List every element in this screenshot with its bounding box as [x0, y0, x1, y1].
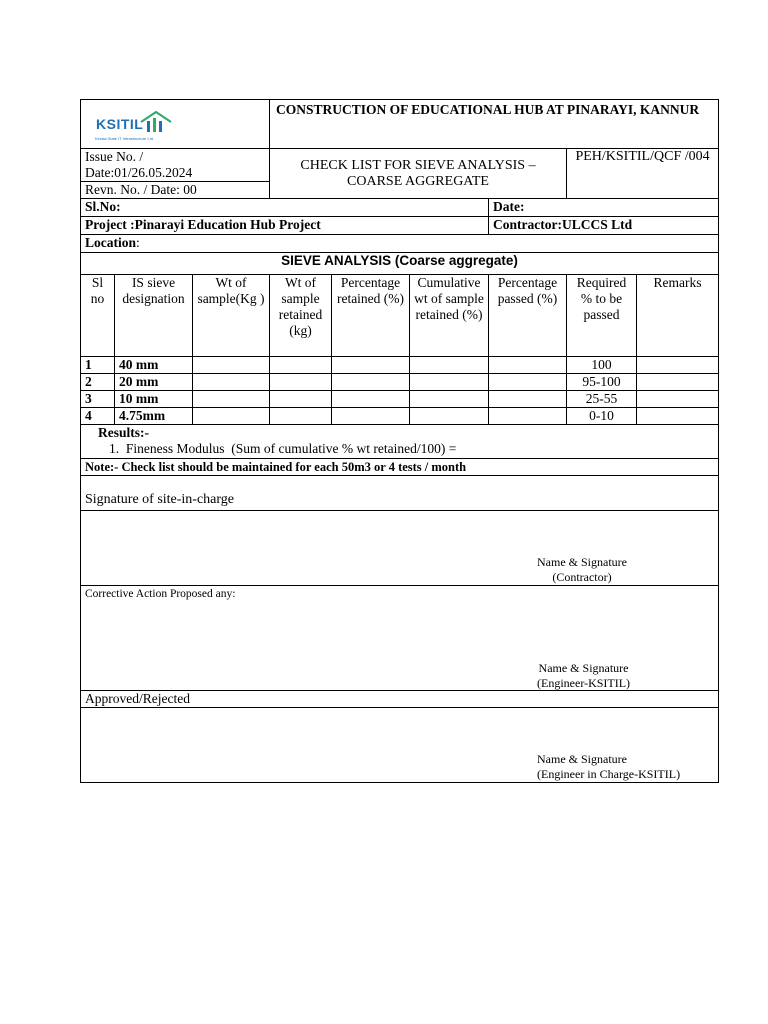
project-title: CONSTRUCTION OF EDUCATIONAL HUB AT PINARAYI, KANNUR — [270, 100, 719, 149]
corrective-action-label: Corrective Action Proposed any: — [85, 588, 236, 600]
eic-signature — [537, 752, 680, 782]
corrective-action-box[interactable] — [81, 586, 719, 691]
cell-pct-retained[interactable] — [332, 408, 410, 425]
issue-no — [81, 149, 270, 182]
cell-wt-sample[interactable] — [193, 391, 270, 408]
contractor-signature — [537, 555, 627, 585]
row-required: 100 — [567, 357, 637, 374]
cell-cumulative[interactable] — [410, 357, 489, 374]
cell-wt-retained[interactable] — [270, 408, 332, 425]
col-sieve: IS sieve designation — [115, 275, 193, 357]
cell-pct-passed[interactable] — [489, 374, 567, 391]
cell-wt-sample[interactable] — [193, 408, 270, 425]
col-remarks: Remarks — [637, 275, 719, 357]
date-field: Date: — [489, 199, 719, 217]
col-cumulative: Cumulative wt of sample retained (%) — [410, 275, 489, 357]
row-required: 25-55 — [567, 391, 637, 408]
table-row — [81, 357, 719, 374]
col-pct-retained: Percentage retained (%) — [332, 275, 410, 357]
sl-no: Sl.No: — [81, 199, 489, 217]
project-name: Project :Pinarayi Education Hub Project — [81, 217, 489, 235]
cell-wt-sample[interactable] — [193, 374, 270, 391]
results-label: Results:- — [98, 425, 149, 440]
cell-wt-retained[interactable] — [270, 357, 332, 374]
results — [81, 425, 719, 459]
contractor-name-signature: Name & Signature — [537, 555, 627, 569]
cell-pct-retained[interactable] — [332, 391, 410, 408]
row-required: 95-100 — [567, 374, 637, 391]
cell-pct-passed[interactable] — [489, 391, 567, 408]
engineer-name-signature: Name & Signature — [538, 661, 629, 675]
contractor-name: Contractor:ULCCS Ltd — [489, 217, 719, 235]
row-sl: 2 — [81, 374, 115, 391]
row-sieve: 40 mm — [115, 357, 193, 374]
eic-name-signature: Name & Signature — [537, 752, 627, 766]
row-sieve: 10 mm — [115, 391, 193, 408]
contractor-role: (Contractor) — [552, 570, 612, 584]
col-sl-no: Sl no — [81, 275, 115, 357]
cell-pct-passed[interactable] — [489, 357, 567, 374]
row-sl: 3 — [81, 391, 115, 408]
cell-cumulative[interactable] — [410, 391, 489, 408]
logo-tagline: Kerala State IT Infrastructure Ltd — [95, 136, 153, 141]
table-row — [81, 408, 719, 425]
note: Note:- Check list should be maintained for each 50m3 or 4 tests / month — [81, 459, 719, 476]
location-colon: : — [136, 235, 140, 250]
cell-remarks[interactable] — [637, 408, 719, 425]
form-title: CHECK LIST FOR SIEVE ANALYSIS – COARSE AGGREGATE — [270, 149, 567, 199]
doc-code: PEH/KSITIL/QCF /004 — [567, 149, 719, 199]
cell-pct-retained[interactable] — [332, 357, 410, 374]
approved-rejected-label: Approved/Rejected — [81, 691, 719, 708]
cell-wt-sample[interactable] — [193, 357, 270, 374]
engineer-role: (Engineer-KSITIL) — [537, 676, 631, 690]
ksitil-logo — [81, 100, 191, 148]
cell-cumulative[interactable] — [410, 408, 489, 425]
col-wt-sample: Wt of sample(Kg ) — [193, 275, 270, 357]
col-pct-passed: Percentage passed (%) — [489, 275, 567, 357]
logo-cell — [81, 100, 270, 149]
row-sl: 4 — [81, 408, 115, 425]
site-in-charge-signature: Signature of site-in-charge — [81, 476, 719, 511]
cell-cumulative[interactable] — [410, 374, 489, 391]
section-title: SIEVE ANALYSIS (Coarse aggregate) — [81, 253, 719, 275]
table-row — [81, 374, 719, 391]
cell-wt-retained[interactable] — [270, 391, 332, 408]
cell-remarks[interactable] — [637, 374, 719, 391]
contractor-signature-box[interactable] — [81, 511, 719, 586]
revision: Revn. No. / Date: 00 — [81, 182, 270, 199]
checklist-form — [80, 99, 718, 783]
table-row — [81, 391, 719, 408]
cell-pct-passed[interactable] — [489, 408, 567, 425]
eic-role: (Engineer in Charge-KSITIL) — [537, 767, 681, 781]
row-required: 0-10 — [567, 408, 637, 425]
location — [81, 235, 719, 253]
issue-date: Date:01/26.05.2024 — [85, 165, 193, 180]
col-required: Required % to be passed — [567, 275, 637, 357]
row-sieve: 4.75mm — [115, 408, 193, 425]
eic-signature-box[interactable] — [81, 708, 719, 783]
engineer-signature — [537, 661, 630, 691]
row-sl: 1 — [81, 357, 115, 374]
cell-remarks[interactable] — [637, 357, 719, 374]
cell-remarks[interactable] — [637, 391, 719, 408]
form-table — [80, 99, 719, 783]
col-wt-retained: Wt of sample retained (kg) — [270, 275, 332, 357]
cell-pct-retained[interactable] — [332, 374, 410, 391]
fineness-modulus: 1. Fineness Modulus (Sum of cumulative % wt retained/100) = — [109, 441, 457, 456]
cell-wt-retained[interactable] — [270, 374, 332, 391]
location-label: Location — [85, 235, 137, 250]
logo-text: KSITIL — [96, 116, 144, 132]
row-sieve: 20 mm — [115, 374, 193, 391]
issue-no-label: Issue No. / — [85, 149, 144, 164]
